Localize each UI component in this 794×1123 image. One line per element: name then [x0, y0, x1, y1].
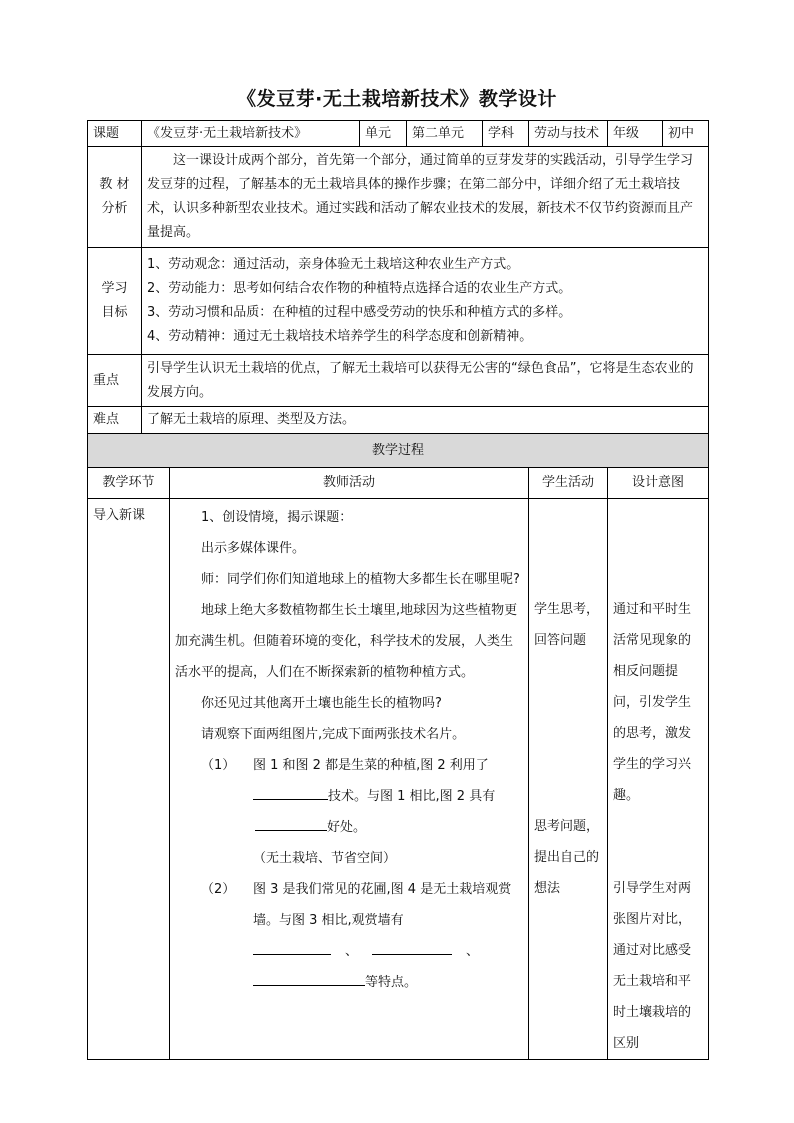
teacher-line: 地球上绝大多数植物都生长土壤里,地球因为这些植物更加充满生机。但随着环境的变化，科学技术的发展，人类生活水平的提高，人们在不断探索新的植物种植方式。: [175, 603, 518, 680]
answer-blank: [253, 940, 331, 955]
key-row: [88, 355, 709, 407]
teacher-line: 你还见过其他离开土壤也能生长的植物吗?: [201, 696, 442, 711]
column-header-teacher: 教师活动: [170, 468, 529, 499]
answer-blank: [372, 940, 452, 955]
goals-label: 学习 目标: [88, 248, 142, 355]
student-activity-2: 思考问题，提出自己的想法: [534, 819, 600, 896]
topic-value: 《发豆芽·无土栽培新技术》: [142, 121, 360, 147]
unit-value: 第二单元: [407, 121, 483, 147]
column-header-stage: 教学环节: [88, 468, 170, 499]
process-columns-row: [88, 468, 709, 499]
teacher-activity: [170, 499, 529, 1060]
question-number: （2）: [201, 882, 236, 897]
goals-row: [88, 248, 709, 355]
design-intent-2: 引导学生对两张图片对比，通过对比感受无土栽培和平时土壤栽培的区别: [613, 881, 692, 1051]
grade-label: 年级: [608, 121, 663, 147]
difficult-text: 了解无土栽培的原理、类型及方法。: [142, 407, 709, 434]
difficult-row: [88, 407, 709, 434]
student-activity-1: 学生思考，回答问题: [534, 602, 600, 648]
info-row: [88, 121, 709, 147]
lesson-plan-table: [87, 120, 709, 1060]
key-text: 引导学生认识无土栽培的优点，了解无土栽培可以获得无公害的“绿色食品”，它将是生态农业的发展方向。: [142, 355, 709, 407]
column-header-intent: 设计意图: [608, 468, 709, 499]
student-activity: [529, 499, 608, 1060]
analysis-row: [88, 147, 709, 248]
process-row: [88, 499, 709, 1060]
design-intent: [608, 499, 709, 1060]
process-header-row: [88, 434, 709, 468]
difficult-label: 难点: [88, 407, 142, 434]
question-text: 好处。: [327, 820, 367, 835]
analysis-text: 这一课设计成两个部分，首先第一个部分，通过简单的豆芽发芽的实践活动，引导学生学习发豆芽的过程，了解基本的无土栽培具体的操作步骤；在第二部分中，详细介绍了无土栽培技术，认识多种新型农业技术。通过实践和活动了解农业技术的发展，新技术不仅节约资源而且产量提高。: [147, 153, 694, 240]
question-2: [201, 874, 523, 998]
grade-value: 初中: [663, 121, 709, 147]
question-number: （1）: [201, 758, 236, 773]
goals-cell: [142, 248, 709, 355]
goal-item: 4、劳动精神：通过无土栽培技术培养学生的科学态度和创新精神。: [147, 329, 533, 344]
teacher-line: 1、创设情境，揭示课题：: [201, 510, 353, 525]
question-text: 等特点。: [365, 975, 418, 990]
stage-name: 导入新课: [88, 499, 170, 1060]
goal-item: 1、劳动观念：通过活动，亲身体验无土栽培这种农业生产方式。: [147, 257, 520, 272]
answer-blank: [255, 816, 327, 831]
question-1: [201, 750, 523, 874]
document-title: 《发豆芽·无土栽培新技术》教学设计: [237, 88, 557, 110]
design-intent-1: 通过和平时生活常见现象的相反问题提问，引发学生的思考，激发学生的学习兴趣。: [613, 602, 692, 803]
goal-item: 2、劳动能力：思考如何结合农作物的种植特点选择合适的农业生产方式。: [147, 281, 572, 296]
separator: 、: [345, 944, 359, 959]
goal-item: 3、劳动习惯和品质：在种植的过程中感受劳动的快乐和种植方式的多样。: [147, 305, 572, 320]
column-header-student: 学生活动: [529, 468, 608, 499]
answer-blank: [253, 971, 365, 986]
analysis-label: 教 材 分析: [88, 147, 142, 248]
answer-hint: （无土栽培、节省空间）: [253, 851, 397, 866]
separator: 、: [466, 944, 480, 959]
question-text: 图 3 是我们常见的花圃,图 4 是无土栽培观赏墙。与图 3 相比,观赏墙有: [253, 882, 512, 928]
key-label: 重点: [88, 355, 142, 407]
answer-blank: [253, 785, 328, 800]
topic-label: 课题: [88, 121, 142, 147]
subject-label: 学科: [483, 121, 529, 147]
analysis-cell: [142, 147, 709, 248]
teacher-line: 出示多媒体课件。: [201, 541, 306, 556]
question-text: 图 1 和图 2 都是生菜的种植,图 2 利用了: [253, 758, 489, 773]
subject-value: 劳动与技术: [529, 121, 608, 147]
teacher-line: 师：同学们你们知道地球上的植物大多都生长在哪里呢?: [201, 572, 520, 587]
process-header: 教学过程: [88, 434, 709, 468]
unit-label: 单元: [360, 121, 407, 147]
question-text: 技术。与图 1 相比,图 2 具有: [328, 789, 496, 804]
teacher-line: 请观察下面两组图片,完成下面两张技术名片。: [201, 727, 466, 742]
